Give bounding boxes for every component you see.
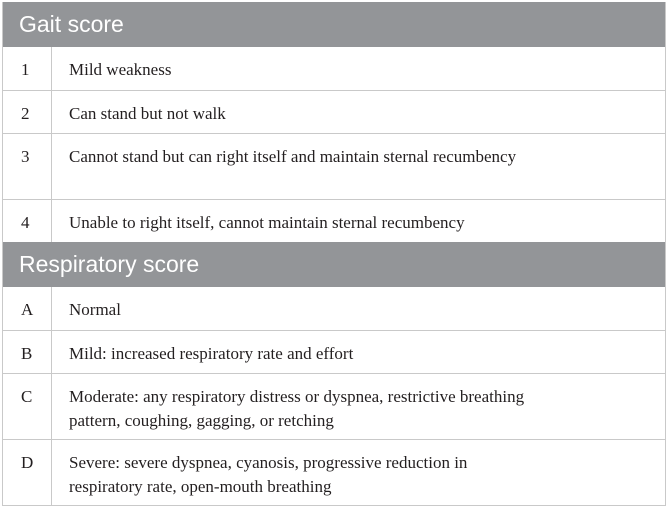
table-row <box>3 47 665 90</box>
score-code: 1 <box>3 47 52 90</box>
table-row <box>3 439 665 505</box>
score-description: Cannot stand but can right itself and maintain sternal recumbency <box>69 147 517 166</box>
score-table <box>2 2 666 506</box>
table-row <box>3 90 665 133</box>
score-code: D <box>3 440 52 505</box>
score-description: Moderate: any respiratory distress or dyspnea, restrictive breathing pattern, coughing, gagging, or retching <box>69 387 525 430</box>
score-description: Mild weakness <box>69 60 172 79</box>
table-row <box>3 199 665 242</box>
gait-score-header: Gait score <box>3 2 665 47</box>
score-description: Severe: severe dyspnea, cyanosis, progressive reduction in respiratory rate, open-mouth breathing <box>69 453 468 496</box>
score-code: C <box>3 374 52 439</box>
score-code: A <box>3 287 52 330</box>
score-code: 3 <box>3 134 52 199</box>
score-description: Normal <box>69 300 121 319</box>
table-row <box>3 330 665 373</box>
score-code: B <box>3 331 52 373</box>
table-row <box>3 287 665 330</box>
table-row <box>3 133 665 199</box>
score-description: Mild: increased respiratory rate and effort <box>69 344 354 363</box>
score-code: 4 <box>3 200 52 242</box>
score-code: 2 <box>3 91 52 133</box>
score-description: Unable to right itself, cannot maintain sternal recumbency <box>69 213 465 232</box>
score-description: Can stand but not walk <box>69 104 226 123</box>
respiratory-score-header: Respiratory score <box>3 242 665 287</box>
table-row <box>3 373 665 439</box>
